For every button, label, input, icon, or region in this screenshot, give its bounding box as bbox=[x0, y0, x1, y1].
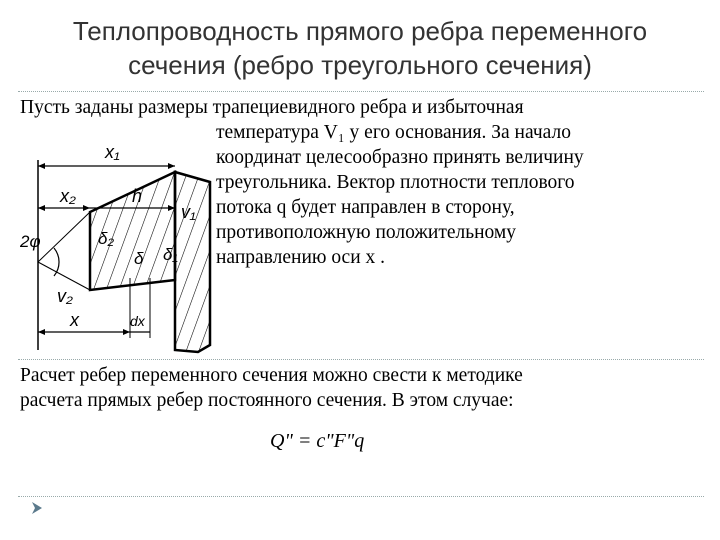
title-line-1: Теплопроводность прямого ребра переменного bbox=[72, 16, 648, 46]
intro-line-1: Пусть заданы размеры трапециевидного ребра и избыточная bbox=[20, 97, 524, 118]
divider-bottom bbox=[18, 496, 704, 497]
label-delta1: δ₁ bbox=[163, 245, 178, 264]
bullet-arrow-icon bbox=[30, 501, 44, 515]
slide-title bbox=[0, 14, 720, 82]
intro-line-6: противоположную положительному bbox=[216, 222, 517, 243]
angle-arc bbox=[54, 248, 59, 276]
label-phi: 2φ bbox=[20, 232, 41, 251]
label-v2: v₂ bbox=[57, 286, 73, 306]
divider-middle bbox=[18, 359, 704, 360]
label-v1: v₁ bbox=[181, 202, 196, 222]
intro-line-5: потока q будет направлен в сторону, bbox=[216, 197, 515, 218]
label-h: h bbox=[132, 186, 143, 206]
label-x: x bbox=[70, 310, 79, 330]
label-dx: dx bbox=[130, 313, 145, 329]
intro-line-4: треугольника. Вектор плотности теплового bbox=[216, 172, 575, 193]
label-x2: x₂ bbox=[60, 186, 76, 206]
fin-diagram bbox=[20, 140, 220, 358]
intro-line-3: координат целесообразно принять величину bbox=[216, 147, 584, 168]
heat-flow-formula: Q" = c"F"q bbox=[270, 430, 365, 452]
label-delta: δ bbox=[134, 249, 144, 268]
bottom-line-1: Расчет ребер переменного сечения можно свести к методике bbox=[20, 365, 523, 386]
title-line-2: сечения (ребро треугольного сечения) bbox=[128, 50, 592, 80]
intro-line-2: температура V₁ у его основания. За начало bbox=[216, 122, 571, 143]
bottom-line-2: расчета прямых ребер постоянного сечения. В этом случае: bbox=[20, 390, 514, 411]
intro-line-7: направлению оси x . bbox=[216, 247, 386, 268]
label-x1: x₁ bbox=[105, 142, 120, 162]
divider-top bbox=[18, 91, 704, 92]
fin-base-wall bbox=[175, 172, 210, 352]
label-delta2: δ₂ bbox=[98, 229, 114, 248]
